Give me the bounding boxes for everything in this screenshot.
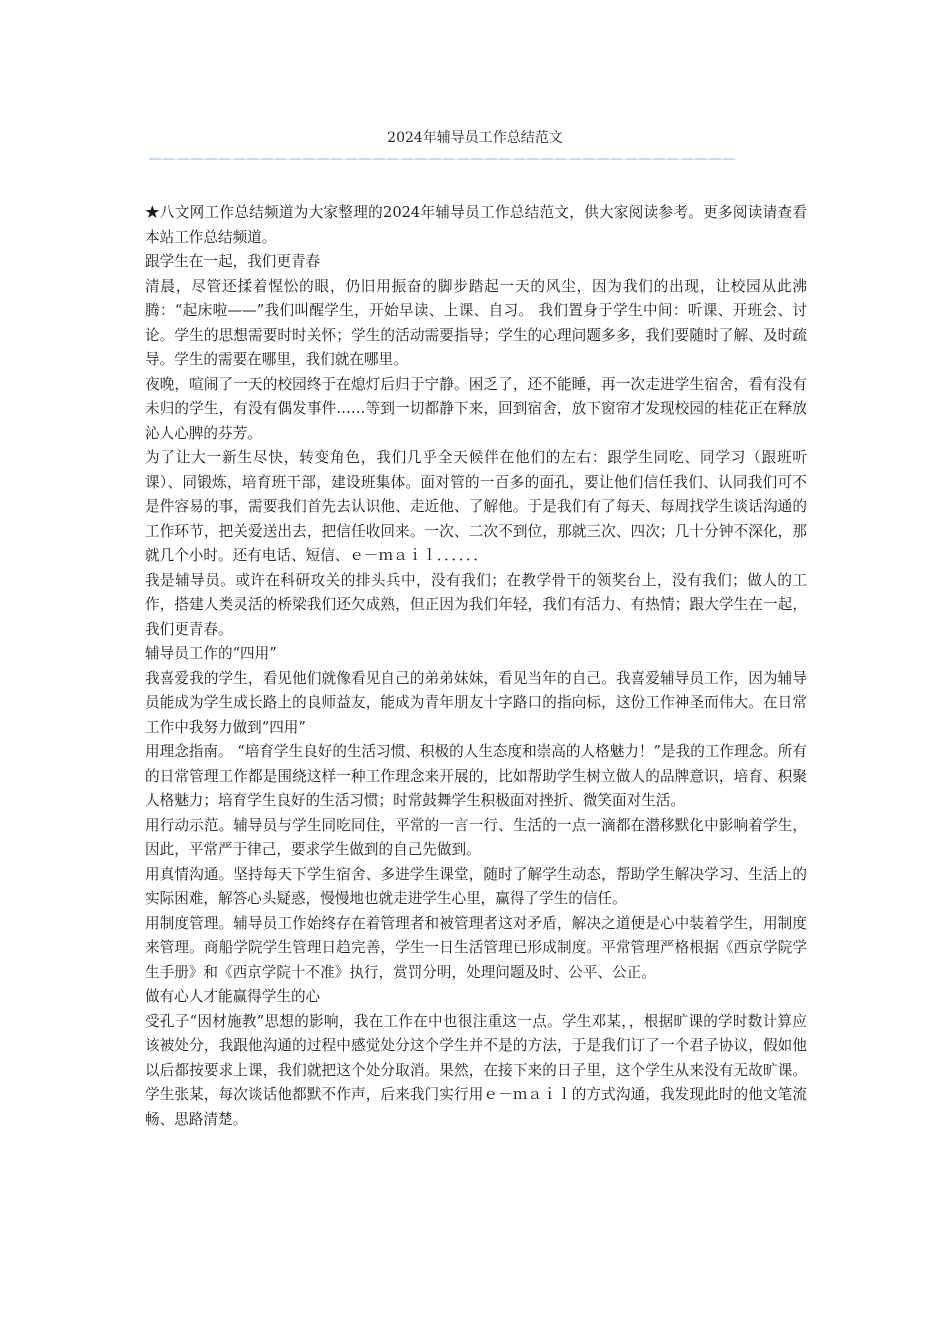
section-heading: 辅导员工作的“四用” [145,645,277,662]
body-paragraph: 用真情沟通。坚持每天下学生宿舍、多进学生课堂，随时了解学生动态，帮助学生解决学习、生活上的实际困难，解答心头疑惑，慢慢地也就走进学生心里，赢得了学生的信任。 [145,865,807,907]
title-underline-rule: —————————————————————————————————————————— [148,151,736,167]
body-paragraph: 夜晚，喧闹了一天的校园终于在熄灯后归于宁静。困乏了，还不能睡，再一次走进学生宿舍，看有没有未归的学生，有没有偶发事件……等到一切都静下来，回到宿舍，放下窗帘才发现校园的桂花正在释放沁人心脾的芬芳。 [145,375,807,442]
body-paragraph: 受孔子“因材施教”思想的影响，我在工作在中也很注重这一点。学生邓某，，根据旷课的学时数计算应该被处分，我跟他沟通的过程中感觉处分这个学生并不是的方法，于是我们订了一个君子协议，假如他以后都按要求上课，我们就把这个处分取消。果然，在接下来的日子里，这个学生从来没有无故旷课。学生张某，每次谈话他都默不作声，后来我门实行用ｅ－ｍａｉｌ的方式沟通，我发现此时的他文笔流畅、思路清楚。 [145,1012,807,1128]
intro-paragraph: ★八文网工作总结频道为大家整理的2024年辅导员工作总结范文，供大家阅读参考。更多阅读请查看本站工作总结频道。 [145,204,807,246]
body-paragraph: 用理念指南。 “培育学生良好的生活习惯、积极的人生态度和崇高的人格魅力！”是我的工作理念。所有的日常管理工作都是围绕这样一种工作理念来开展的，比如帮助学生树立做人的品牌意识，培育、积聚人格魅力；培育学生良好的生活习惯；时常鼓舞学生积极面对挫折、微笑面对生活。 [145,743,807,809]
body-paragraph: 我是辅导员。或许在科研攻关的排头兵中，没有我们；在教学骨干的领奖台上，没有我们；做人的工作，搭建人类灵活的桥梁我们还欠成熟，但正因为我们年轻，我们有活力、有热情；跟大学生在一起，我们更青春。 [145,571,807,638]
body-paragraph: 清晨，尽管还揉着惺忪的眼，仍旧用振奋的脚步踏起一天的风尘，因为我们的出现，让校园从此沸腾：“起床啦——”我们叫醒学生，开始早读、上课、自习。 我们置身于学生中间：听课、开班会、讨论。学生的思想需要时时关怀；学生的活动需要指导；学生的心理问题多多，我们要随时了解、及时疏导。学生的需要在哪里，我们就在哪里。 [145,277,807,368]
section-heading: 跟学生在一起，我们更青春 [145,253,321,270]
document-title: 2024年辅导员工作总结范文 [387,130,563,146]
section-heading: 做有心人才能赢得学生的心 [145,988,321,1005]
body-paragraph: 用行动示范。辅导员与学生同吃同住，平常的一言一行、生活的一点一滴都在潜移默化中影响着学生，因此，平常严于律己，要求学生做到的自己先做到。 [145,816,807,858]
body-paragraph: 为了让大一新生尽快，转变角色，我们几乎全天候伴在他们的左右：跟学生同吃、同学习（跟班听课）、同锻炼，培育班干部，建设班集体。面对管的一百多的面孔，要让他们信任我们、认同我们可不是件容易的事，需要我们首先去认识他、走近他、了解他。于是我们有了每天、每周找学生谈话沟通的工作环节，把关爱送出去，把信任收回来。一次、二次不到位，那就三次、四次；几十分钟不深化，那就几个小时。还有电话、短信、ｅ－ｍａｉｌ．．．．．． [145,449,807,564]
document-body [145,201,807,1132]
body-paragraph: 用制度管理。辅导员工作始终存在着管理者和被管理者这对矛盾，解决之道便是心中装着学生，用制度来管理。商船学院学生管理日趋完善，学生一日生活管理已形成制度。平常管理严格根据《西京学院学生手册》和《西京学院十不准》执行，赏罚分明，处理问题及时、公平、公正。 [145,914,807,981]
body-paragraph: 我喜爱我的学生，看见他们就像看见自己的弟弟妹妹，看见当年的自己。我喜爱辅导员工作，因为辅导员能成为学生成长路上的良师益友，能成为青年朋友十字路口的指向标，这份工作神圣而伟大。在日常工作中我努力做到“四用” [145,669,807,736]
